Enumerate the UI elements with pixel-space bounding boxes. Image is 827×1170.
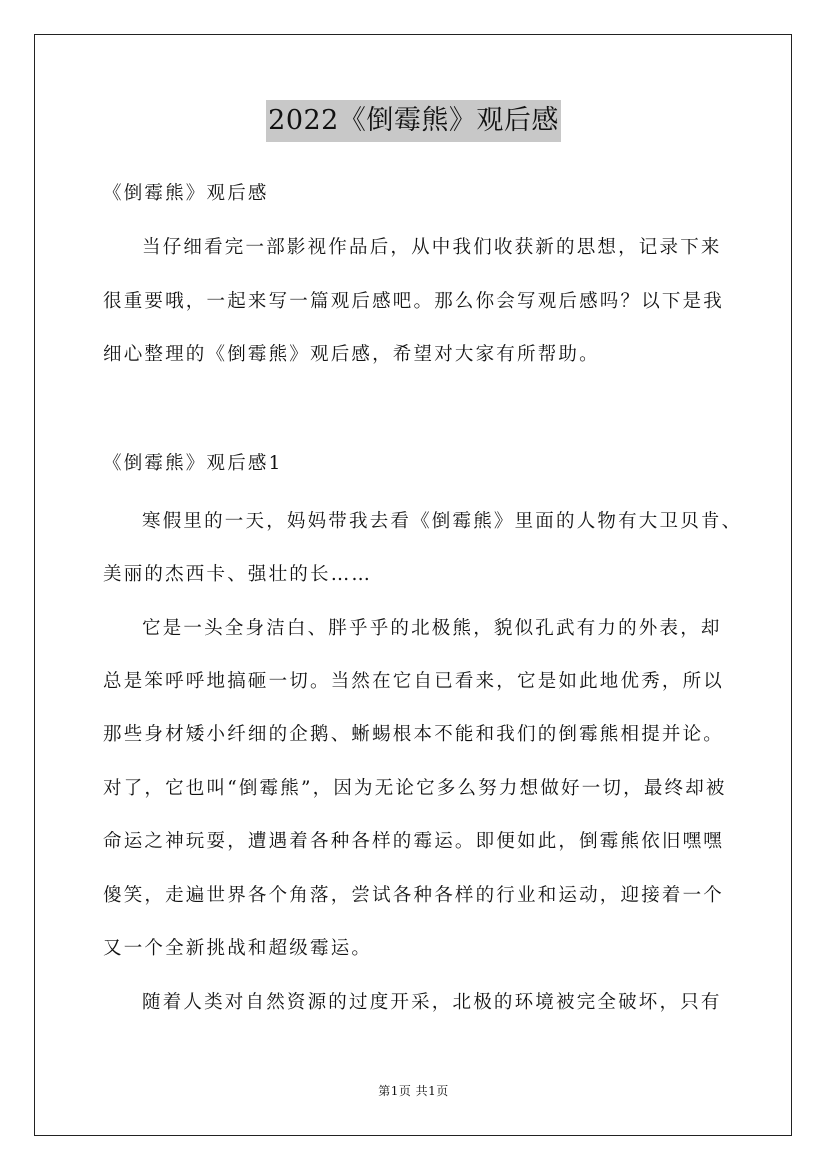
body-line-9: 又一个全新挑战和超级霉运。	[103, 938, 373, 959]
body-line-5: 那些身材矮小纤细的企鹅、蜥蜴根本不能和我们的倒霉熊相提并论。	[103, 724, 725, 745]
body-line-7: 命运之神玩耍，遭遇着各种各样的霉运。即便如此，倒霉熊依旧嘿嘿	[103, 831, 725, 852]
page-footer: 第1页 共1页	[378, 1084, 449, 1098]
document-subtitle: 《倒霉熊》观后感	[103, 183, 269, 204]
intro-line-3: 细心整理的《倒霉熊》观后感，希望对大家有所帮助。	[103, 344, 600, 365]
section-heading: 《倒霉熊》观后感1	[103, 453, 283, 474]
title-container	[0, 100, 827, 142]
intro-line-2: 很重要哦，一起来写一篇观后感吧。那么你会写观后感吗？以下是我	[103, 291, 725, 312]
body-line-8: 傻笑，走遍世界各个角落，尝试各种各样的行业和运动，迎接着一个	[103, 885, 725, 906]
intro-line-1: 当仔细看完一部影视作品后，从中我们收获新的思想，记录下来	[142, 237, 722, 258]
body-line-2: 美丽的杰西卡、强壮的长……	[103, 564, 373, 585]
body-line-10: 随着人类对自然资源的过度开采，北极的环境被完全破坏，只有	[142, 992, 722, 1013]
body-line-3: 它是一头全身洁白、胖乎乎的北极熊，貌似孔武有力的外表，却	[142, 618, 722, 639]
body-line-1: 寒假里的一天，妈妈带我去看《倒霉熊》里面的人物有大卫贝肯、	[142, 511, 743, 532]
body-line-4: 总是笨呼呼地搞砸一切。当然在它自已看来，它是如此地优秀，所以	[103, 671, 725, 692]
body-line-6: 对了，它也叫“倒霉熊”，因为无论它多么努力想做好一切，最终却被	[103, 778, 727, 799]
document-title: 2022《倒霉熊》观后感	[266, 100, 561, 142]
